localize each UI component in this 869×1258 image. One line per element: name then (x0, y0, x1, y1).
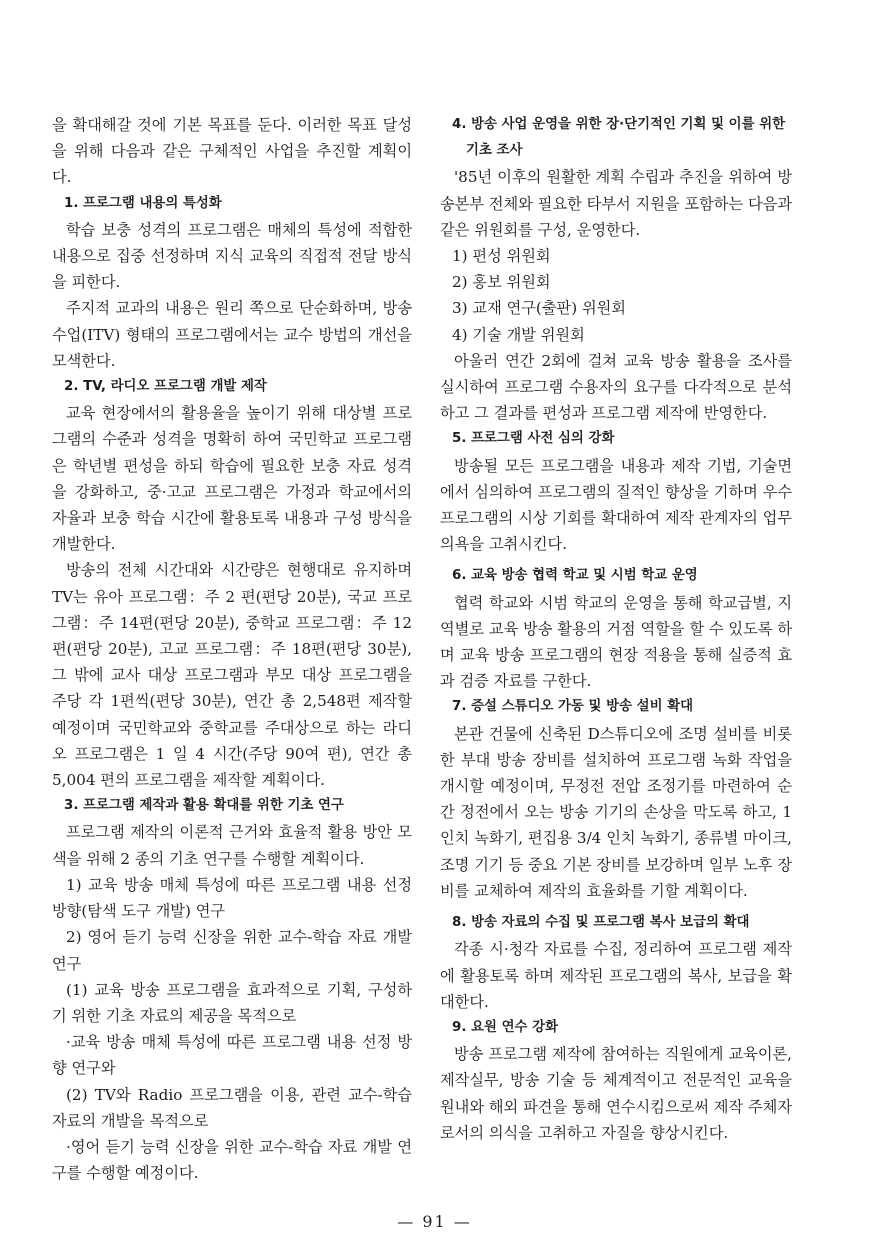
section-5-body: 방송될 모든 프로그램을 내용과 제작 기법, 기술면에서 심의하여 프로그램의 질적인 향상을 기하며 우수 프로그램의 시상 기회를 확대하여 제작 관계자의 업무 의욕을 고취시킨다. (440, 456, 792, 554)
committee-item: 3) 교재 연구(출판) 위원회 (452, 299, 626, 318)
committee-item: 4) 기술 개발 위원회 (452, 325, 585, 344)
section-2-paragraph: 방송의 전체 시간대와 시간량은 현행대로 유지하며 TV는 유아 프로그램：주 2 편(편당 20분), 국교 프로그램：주 14편(편당 20분), 중학교 프로그램：주 12편(편당 20분), 고교 프로그램：주 18편(편당 30분), 그 밖에 교사 대상 프로그램과 부모 대상 프로그램을 주당 각 1편씩(편당 30분), 연간 총 2,548편 제작할 예정이며 국민학교와 중학교를 주대상으로 하는 라디오 프로그램은 1 일 4 시간(주당 90여 편), 연간 총 5,004 편의 프로그램을 제작할 계획이다. (52, 561, 412, 790)
section-1-heading: 1. 프로그램 내용의 특성화 (64, 195, 222, 211)
section-5-heading: 5. 프로그램 사전 심의 강화 (452, 431, 615, 447)
right-column (440, 112, 792, 1146)
committee-item: 2) 홍보 위원회 (452, 273, 551, 292)
section-3-paragraph: 프로그램 제작의 이론적 근거와 효율적 활용 방안 모색을 위해 2 종의 기초 연구를 수행할 계획이다. (52, 823, 412, 868)
section-3-paragraph: (2) TV와 Radio 프로그램을 이용, 관련 교수-학습 자료의 개발을 목적으로 (52, 1085, 412, 1130)
section-2-heading: 2. TV, 라디오 프로그램 개발 제작 (64, 379, 267, 395)
section-6-body: 협력 학교와 시범 학교의 운영을 통해 학교급별, 지역별로 교육 방송 활용의 거점 역할을 할 수 있도록 하며 교육 방송 프로그램의 현장 적용을 통해 실증적 효과 검증 자료를 구한다. (440, 593, 792, 691)
section-3-paragraph: ·영어 듣기 능력 신장을 위한 교수-학습 자료 개발 연구를 수행할 예정이다. (52, 1137, 412, 1183)
section-9-body: 방송 프로그램 제작에 참여하는 직원에게 교육이론, 제작실무, 방송 기술 등 체계적이고 전문적인 교육을 원내와 해외 파견을 통해 연수시킴으로써 제작 주체자로서의 의식을 고취하고 자질을 향상시킨다. (440, 1045, 792, 1142)
section-8-heading: 8. 방송 자료의 수집 및 프로그램 복사 보급의 확대 (452, 915, 750, 931)
section-4-closing: 아울러 연간 2회에 걸쳐 교육 방송 활용을 조사를 실시하여 프로그램 수용자의 요구를 다각적으로 분석하고 그 결과를 편성과 프로그램 제작에 반영한다. (440, 351, 792, 423)
section-2-paragraph: 교육 현장에서의 활용율을 높이기 위해 대상별 프로그램의 수준과 성격을 명확히 하여 국민학교 프로그램은 학년별 편성을 하되 학습에 필요한 보충 자료 성격을 강화하고, 중·고교 프로그램은 가정과 학교에서의 자율과 보충 학습 시간에 활용토록 내용과 구성 방식을 개발한다. (52, 404, 412, 554)
section-8-body: 각종 시·청각 자료를 수집, 정리하여 프로그램 제작에 활용토록 하며 제작된 프로그램의 복사, 보급을 확대한다. (440, 940, 792, 1011)
section-3-paragraph: (1) 교육 방송 프로그램을 효과적으로 기획, 구성하기 위한 기초 자료의 제공을 목적으로 (52, 980, 412, 1025)
section-3-paragraph: 2) 영어 듣기 능력 신장을 위한 교수-학습 자료 개발 연구 (52, 928, 412, 973)
section-4-intro: '85년 이후의 원활한 계획 수립과 추진을 위하여 방송본부 전체와 필요한 타부서 지원을 포함하는 다음과 같은 위원회를 구성, 운영한다. (440, 168, 792, 239)
section-7-body: 본관 건물에 신축된 D스튜디오에 조명 설비를 비롯한 부대 방송 장비를 설치하여 프로그램 녹화 작업을 개시할 예정이며, 무정전 전압 조정기를 마련하여 순간 정전에서 오는 방송 기기의 손상을 막도록 하고, 1 인치 녹화기, 편집용 3/4 인치 녹화기, 종류별 마이크, 조명 기기 등 중요 기본 장비를 보강하며 일부 노후 장비를 교체하여 제작의 효율화를 기할 계획이다. (440, 724, 792, 900)
section-4-heading: 4. 방송 사업 운영을 위한 장·단기적인 기획 및 이를 위한 기초 조사 (452, 117, 786, 159)
section-9-heading: 9. 요원 연수 강화 (452, 1019, 559, 1035)
section-7-heading: 7. 증설 스튜디오 가동 및 방송 설비 확대 (452, 699, 694, 715)
section-3-paragraph: 1) 교육 방송 매체 특성에 따른 프로그램 내용 선정 방향(탐색 도구 개발) 연구 (52, 875, 412, 921)
left-column (52, 112, 412, 1186)
intro-paragraph: 을 확대해갈 것에 기본 목표를 둔다. 이러한 목표 달성을 위해 다음과 같은 구체적인 사업을 추진할 계획이다. (52, 116, 412, 187)
section-1-paragraph: 주지적 교과의 내용은 원리 쪽으로 단순화하며, 방송 수업(ITV) 형태의 프로그램에서는 교수 방법의 개선을 모색한다. (52, 299, 412, 370)
section-3-paragraph: ·교육 방송 매체 특성에 따른 프로그램 내용 선정 방향 연구와 (52, 1033, 412, 1078)
committee-item: 1) 편성 위원회 (452, 247, 551, 266)
page-number: — 91 — (397, 1212, 472, 1231)
section-6-heading: 6. 교육 방송 협력 학교 및 시범 학교 운영 (452, 568, 698, 584)
section-3-heading: 3. 프로그램 제작과 활용 확대를 위한 기초 연구 (64, 798, 344, 814)
section-1-paragraph: 학습 보충 성격의 프로그램은 매체의 특성에 적합한 내용으로 집중 선정하며 지식 교육의 직접적 전달 방식을 피한다. (52, 220, 412, 292)
